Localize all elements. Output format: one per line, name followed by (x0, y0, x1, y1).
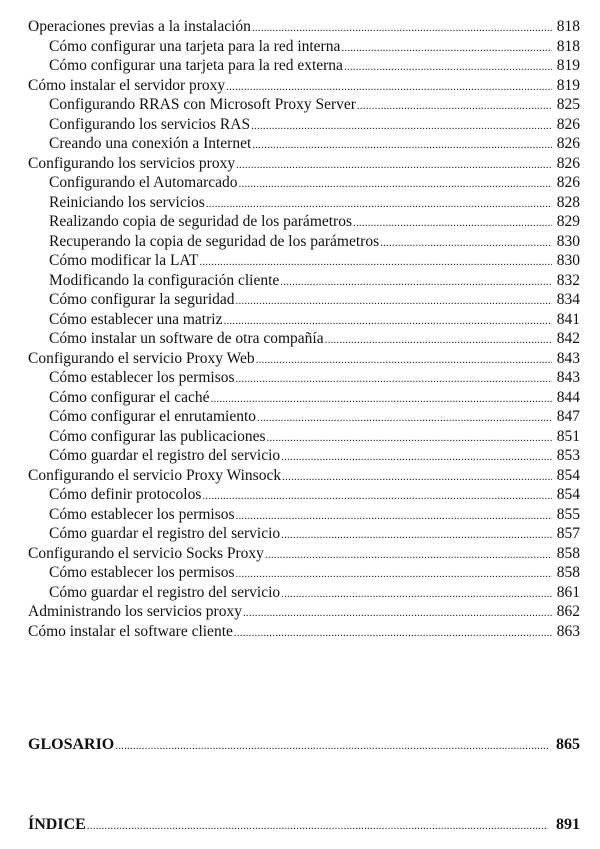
section-page: 891 (556, 816, 580, 833)
toc-entry-title: Recuperando la copia de seguridad de los parámetros (49, 232, 380, 250)
dot-leader (236, 156, 552, 176)
toc-subentry (28, 134, 580, 154)
toc-entry-page: 863 (556, 622, 580, 640)
toc-entry-page: 862 (556, 603, 580, 620)
dot-leader (252, 136, 552, 156)
dot-leader (236, 292, 552, 312)
toc-entry-title: Cómo configurar las publicaciones (49, 427, 266, 445)
toc-entry (28, 154, 580, 174)
table-of-contents (28, 17, 580, 641)
dot-leader (281, 526, 552, 546)
toc-subentry (28, 37, 580, 57)
toc-entry-title: Configurando los servicios proxy (28, 154, 236, 172)
toc-subentry (28, 407, 580, 427)
toc-entry-page: 830 (556, 232, 580, 250)
toc-subentry (28, 56, 580, 76)
toc-subentry (28, 212, 580, 232)
toc-entry-title: Creando una conexión a Internet (49, 135, 252, 152)
toc-entry-page: 858 (556, 544, 580, 562)
toc-entry (28, 17, 580, 37)
toc-entry-page: 818 (556, 37, 580, 55)
dot-leader (256, 351, 552, 371)
dot-leader (234, 624, 552, 644)
toc-entry-page: 830 (556, 252, 580, 269)
toc-entry-title: Administrando los servicios proxy (28, 603, 242, 620)
toc-entry-page: 818 (556, 18, 580, 35)
toc-entry-page: 828 (556, 193, 580, 211)
dot-leader (87, 820, 548, 832)
toc-section-indice (28, 816, 580, 834)
toc-subentry (28, 232, 580, 252)
toc-entry-page: 843 (556, 349, 580, 367)
toc-subentry (28, 427, 580, 447)
toc-entry-title: Cómo configurar el enrutamiento (49, 408, 257, 425)
toc-subentry (28, 583, 580, 603)
dot-leader (357, 97, 552, 117)
toc-entry-page: 847 (556, 408, 580, 425)
toc-entry-page: 826 (556, 135, 580, 152)
dot-leader (265, 546, 552, 566)
toc-subentry (28, 505, 580, 525)
toc-entry-title: Cómo guardar el registro del servicio (49, 525, 281, 542)
toc-entry-title: Cómo establecer los permisos (49, 505, 235, 523)
toc-entry-page: 861 (556, 583, 580, 601)
toc-entry (28, 544, 580, 564)
toc-entry (28, 466, 580, 486)
toc-subentry (28, 193, 580, 213)
toc-subentry (28, 563, 580, 583)
toc-subentry (28, 446, 580, 466)
toc-entry-title: Modificando la configuración cliente (49, 271, 280, 289)
toc-entry-page: 826 (556, 154, 580, 172)
toc-entry (28, 602, 580, 622)
toc-entry-page: 826 (556, 174, 580, 191)
toc-entry-title: Cómo modificar la LAT (49, 252, 199, 269)
toc-subentry (28, 251, 580, 271)
toc-entry-title: Configurando el servicio Socks Proxy (28, 544, 264, 562)
toc-entry-page: 819 (556, 76, 580, 94)
toc-entry-page: 853 (556, 447, 580, 464)
toc-entry-title: Cómo instalar el servidor proxy (28, 76, 226, 94)
toc-entry (28, 349, 580, 369)
toc-entry-page: 834 (556, 291, 580, 308)
toc-subentry (28, 388, 580, 408)
toc-subentry (28, 329, 580, 349)
dot-leader (281, 585, 552, 605)
toc-subentry (28, 290, 580, 310)
dot-leader (202, 487, 552, 507)
toc-entry-title: Cómo instalar un software de otra compañía (49, 330, 324, 347)
toc-entry-page: 854 (556, 486, 580, 503)
toc-entry-title: Cómo configurar una tarjeta para la red externa (49, 57, 343, 74)
toc-entry-page: 825 (556, 96, 580, 113)
toc-entry-page: 844 (556, 388, 580, 406)
dot-leader (251, 117, 552, 137)
toc-entry-page: 843 (556, 369, 580, 386)
section-title: ÍNDICE (28, 816, 86, 833)
toc-section-glosario (28, 736, 580, 754)
toc-entry-title: Configurando el servicio Proxy Web (28, 349, 255, 367)
toc-entry-page: 858 (556, 564, 580, 581)
toc-entry-title: Cómo establecer los permisos (49, 564, 235, 581)
dot-leader (243, 604, 552, 624)
dot-leader (280, 273, 552, 293)
toc-entry (28, 76, 580, 96)
dot-leader (325, 331, 552, 351)
toc-entry-page: 819 (556, 57, 580, 74)
dot-leader (115, 740, 548, 752)
toc-subentry (28, 271, 580, 291)
toc-entry-page: 829 (556, 213, 580, 230)
dot-leader (281, 448, 552, 468)
toc-entry-page: 857 (556, 525, 580, 542)
toc-entry-page: 855 (556, 505, 580, 523)
toc-subentry (28, 173, 580, 193)
toc-subentry (28, 368, 580, 388)
toc-entry-title: Cómo instalar el software cliente (28, 622, 233, 640)
toc-entry-title: Realizando copia de seguridad de los parámetros (49, 213, 352, 230)
toc-entry-page: 832 (556, 271, 580, 289)
toc-entry-page: 841 (556, 310, 580, 328)
dot-leader (344, 58, 552, 78)
dot-leader (341, 39, 552, 59)
toc-entry-title: Cómo configurar la seguridad (49, 291, 235, 308)
dot-leader (211, 390, 552, 410)
toc-entry-title: Cómo establecer una matriz (49, 310, 223, 328)
dot-leader (236, 507, 552, 527)
toc-entry-page: 842 (556, 330, 580, 347)
toc-subentry (28, 95, 580, 115)
toc-entry-page: 851 (556, 427, 580, 445)
toc-entry (28, 622, 580, 642)
toc-entry-title: Cómo guardar el registro del servicio (49, 583, 281, 601)
toc-subentry (28, 485, 580, 505)
toc-entry-page: 854 (556, 466, 580, 484)
toc-entry-title: Cómo establecer los permisos (49, 369, 235, 386)
dot-leader (267, 429, 552, 449)
toc-subentry (28, 310, 580, 330)
dot-leader (239, 175, 552, 195)
toc-entry-title: Configurando el servicio Proxy Winsock (28, 466, 282, 484)
section-page: 865 (556, 736, 580, 753)
toc-entry-title: Cómo configurar el caché (49, 388, 210, 406)
toc-entry-title: Operaciones previas a la instalación (28, 18, 251, 35)
dot-leader (257, 409, 552, 429)
toc-entry-title: Configurando los servicios RAS (49, 115, 251, 133)
dot-leader (380, 234, 552, 254)
section-title: GLOSARIO (28, 736, 115, 753)
toc-subentry (28, 115, 580, 135)
toc-entry-title: Configurando el Automarcado (49, 174, 238, 191)
toc-entry-title: Cómo guardar el registro del servicio (49, 447, 281, 464)
toc-entry-page: 826 (556, 115, 580, 133)
dot-leader (236, 565, 552, 585)
toc-entry-title: Reiniciando los servicios (49, 193, 205, 211)
toc-subentry (28, 524, 580, 544)
toc-entry-title: Cómo definir protocolos (49, 486, 202, 503)
toc-entry-title: Cómo configurar una tarjeta para la red interna (49, 37, 341, 55)
dot-leader (353, 214, 552, 234)
toc-entry-title: Configurando RRAS con Microsoft Proxy Server (49, 96, 356, 113)
dot-leader (282, 468, 552, 488)
dot-leader (236, 370, 552, 390)
